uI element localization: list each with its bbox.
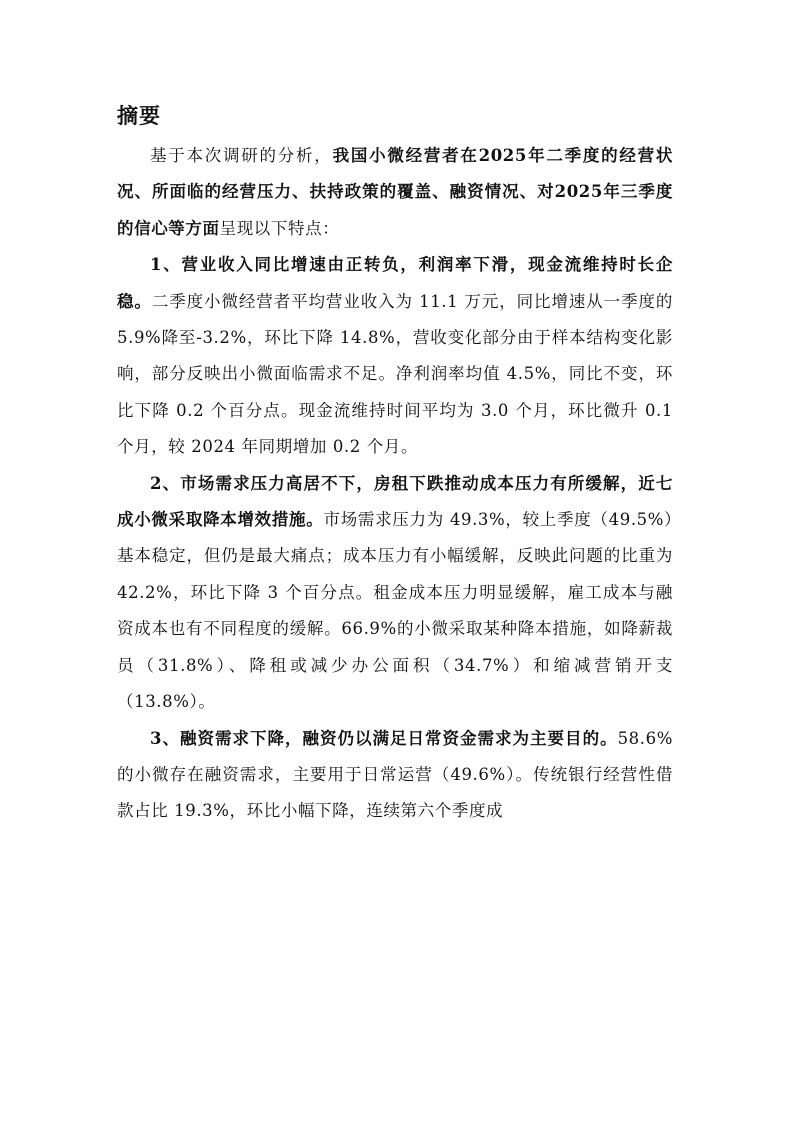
finding-2-paragraph xyxy=(117,466,673,721)
finding-1-heading: 1、营业收入同比增速由正转负，利润率下滑，现金流维持时长企稳。 xyxy=(117,255,673,311)
document-page xyxy=(117,96,673,830)
abstract-title: 摘要 xyxy=(117,103,161,128)
intro-tail-text: 呈现以下特点： xyxy=(219,218,340,238)
finding-2-heading: 2、市场需求压力高居不下，房租下跌推动成本压力有所缓解，近七成小微采取降本增效措施。 xyxy=(117,473,673,530)
finding-2-body: 市场需求压力为 49.3%，较上季度（49.5%）基本稳定，但仍是最大痛点；成本压力有小幅缓解，反映此问题的比重为 42.2%，环比下降 3 个百分点。租金成本压力明显缓解，雇工成本与融资成本也有不同程度的缓解。66.9%的小微采取某种降本措施，如降薪裁员（31.8%）、降租或减少办公面积（34.7%）和缩减营销开支（13.8%）。 xyxy=(117,510,674,712)
finding-3-paragraph xyxy=(117,721,673,830)
intro-lead-text: 基于本次调研的分析， xyxy=(150,146,333,165)
finding-3-heading: 3、融资需求下降，融资仍以满足日常资金需求为主要目的。 xyxy=(150,728,618,748)
intro-bold-text: 我国小微经营者在2025年二季度的经营状况、所面临的经营压力、扶持政策的覆盖、融资情况、对2025年三季度的信心等方面 xyxy=(117,146,673,238)
finding-1-body: 二季度小微经营者平均营业收入为 11.1 万元，同比增速从一季度的 5.9%降至-3.2%，环比下降 14.8%，营收变化部分由于样本结构变化影响，部分反映出小微面临需求不足。净利润率均值 4.5%，同比不变，环比下降 0.2 个百分点。现金流维持时间平均为 3.0 个月，环比微升 0.1 个月，较 2024 年同期增加 0.2 个月。 xyxy=(117,291,674,457)
finding-3-body: 58.6%的小微存在融资需求，主要用于日常运营（49.6%）。传统银行经营性借款占比 19.3%，环比小幅下降，连续第六个季度成 xyxy=(117,728,673,821)
finding-1-paragraph xyxy=(117,247,673,465)
intro-paragraph xyxy=(117,138,673,247)
